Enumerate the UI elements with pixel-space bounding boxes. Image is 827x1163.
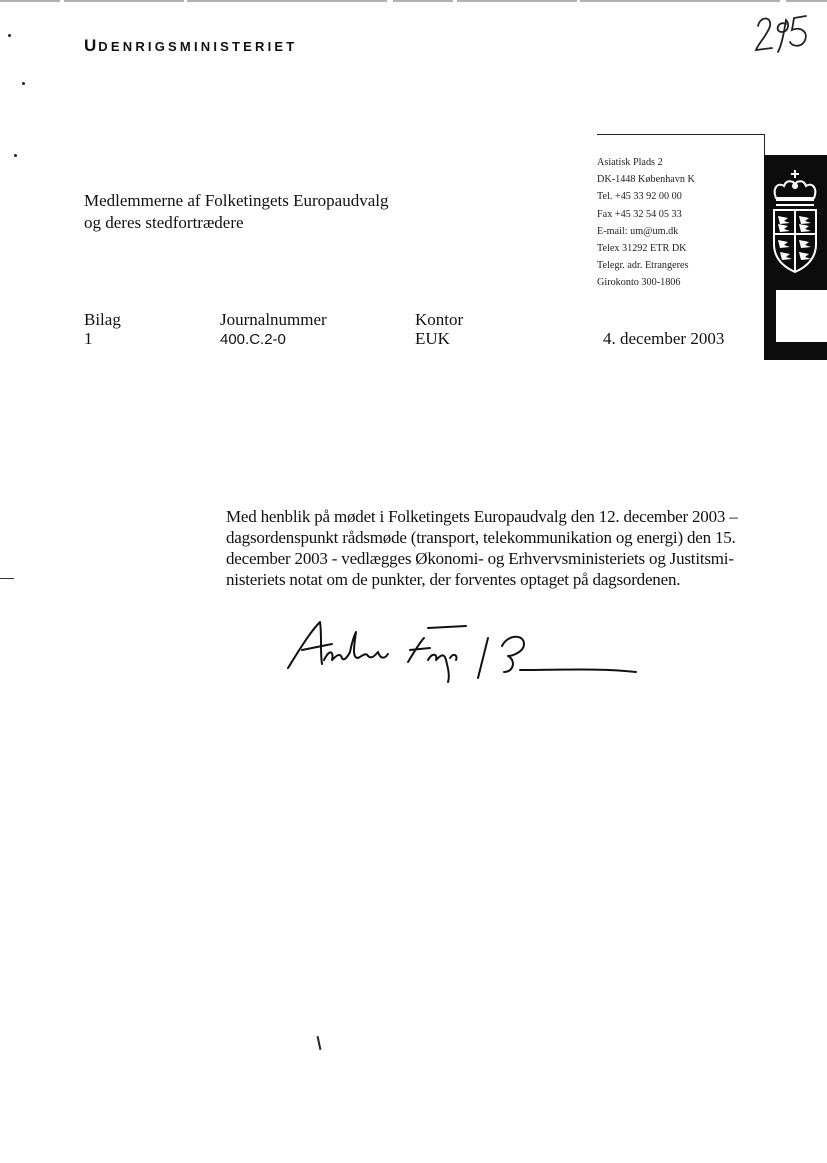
body-line: Med henblik på mødet i Folketingets Europaudvalg den 12. december 2003 – — [226, 507, 738, 526]
bilag-value: 1 — [84, 329, 93, 348]
scan-top-edge — [0, 0, 827, 4]
scan-speck — [22, 82, 25, 85]
recipient-block — [84, 190, 389, 234]
ministry-address — [597, 154, 695, 292]
scan-speck — [8, 34, 11, 37]
address-rule — [597, 134, 765, 135]
address-line: E-mail: um@um.dk — [597, 225, 679, 237]
journal-label: Journalnummer — [220, 310, 327, 329]
bilag-label: Bilag — [84, 310, 121, 329]
danish-royal-coat-of-arms-icon — [766, 168, 824, 276]
kontor-label: Kontor — [415, 310, 464, 329]
address-line: Asiatisk Plads 2 — [597, 157, 663, 168]
body-line: nisteriets notat om de punkter, der forventes optaget på dagsordenen. — [226, 570, 681, 589]
address-rule-vertical — [764, 134, 765, 156]
body-line: december 2003 - vedlægges Økonomi- og Erhvervsministeriets og Justitsmi- — [226, 549, 734, 568]
recipient-line: Medlemmerne af Folketingets Europaudvalg — [84, 191, 389, 210]
handwritten-signature — [280, 612, 640, 692]
scan-mark — [317, 1036, 322, 1050]
address-line: Tel. +45 33 92 00 00 — [597, 191, 682, 203]
fold-mark — [0, 578, 14, 579]
letter-body — [226, 506, 766, 590]
ministry-name: UDENRIGSMINISTERIET — [84, 36, 298, 55]
letter-date: 4. december 2003 — [603, 329, 725, 348]
body-line: dagsordenspunkt rådsmøde (transport, telekommunikation og energi) den 15. — [226, 528, 736, 547]
address-line: Telegr. adr. Etrangeres — [597, 260, 689, 272]
recipient-line: og deres stedfortrædere — [84, 213, 244, 232]
crest-panel-notch — [776, 290, 827, 342]
address-line: DK-1448 København K — [597, 174, 695, 186]
address-line: Telex 31292 ETR DK — [597, 243, 687, 255]
journal-value: 400.C.2-0 — [220, 331, 286, 348]
handwritten-page-number — [752, 10, 812, 56]
address-line: Girokonto 300-1806 — [597, 277, 681, 289]
scan-speck — [14, 154, 17, 157]
kontor-value: EUK — [415, 329, 450, 348]
address-line: Fax +45 32 54 05 33 — [597, 208, 682, 220]
